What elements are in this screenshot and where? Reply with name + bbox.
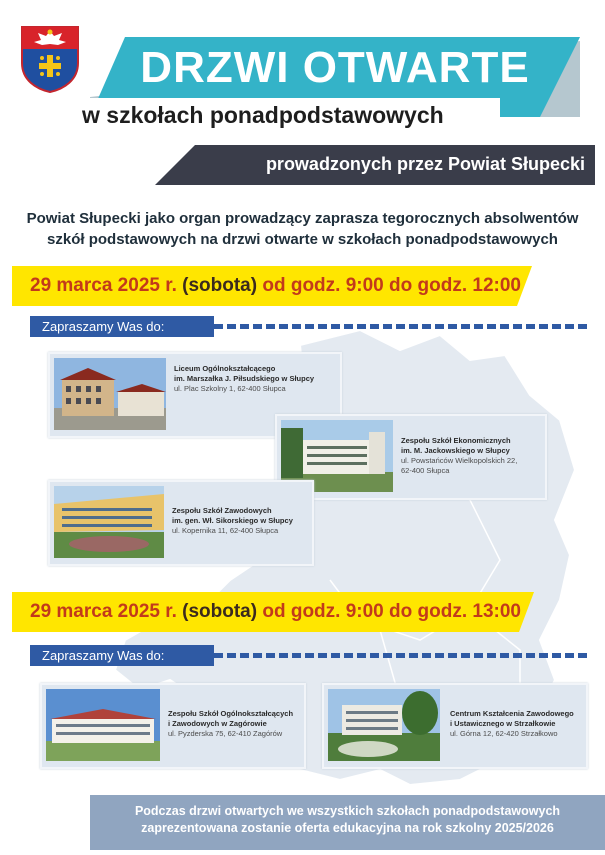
- school-address: ul. Kopernika 11, 62-400 Słupca: [172, 526, 279, 535]
- school-photo: [54, 358, 166, 430]
- main-title: DRZWI OTWARTE: [140, 43, 530, 92]
- school-address: ul. Plac Szkolny 1, 62-400 Słupca: [174, 384, 286, 393]
- session-1-day: (sobota): [182, 275, 258, 296]
- session-2-date-value: 29 marca 2025 r.: [30, 601, 177, 622]
- school-address: ul. Górna 12, 62-420 Strzałkowo: [450, 729, 558, 738]
- school-card-zagorow: [40, 683, 306, 769]
- footer-line-2: zaprezentowana zostanie oferta edukacyjna na rok szkolny 2025/2026: [141, 821, 554, 835]
- school-name-line-2: i Zawodowych w Zagórowie: [168, 719, 267, 728]
- session-2-hours: od godz. 9:00 do godz. 13:00: [262, 601, 521, 622]
- school-name-line-2: im. Marszałka J. Piłsudskiego w Słupcy: [174, 374, 315, 383]
- intro-text: [20, 208, 585, 250]
- intro-line-1: Powiat Słupecki jako organ prowadzący zaprasza tegorocznych absolwentów: [26, 210, 579, 227]
- school-card-strzalkowo: [322, 683, 588, 769]
- school-card-zse-slupca: [275, 414, 547, 500]
- session-1-date: [30, 275, 521, 297]
- school-address: ul. Pyzderska 75, 62-410 Zagórów: [168, 729, 283, 738]
- invite-label-1: Zapraszamy Was do:: [30, 316, 214, 337]
- school-name-line-1: Liceum Ogólnokształcącego: [174, 364, 276, 373]
- school-address-line-2: 62-400 Słupca: [401, 466, 450, 475]
- session-2-day: (sobota): [182, 601, 258, 622]
- footer-line-1: Podczas drzwi otwartych we wszystkich szkołach ponadpodstawowych: [134, 804, 561, 818]
- organizer-text: prowadzonych przez Powiat Słupecki: [265, 154, 585, 174]
- school-card-zsz-slupca: [48, 480, 314, 566]
- school-photo: [46, 689, 160, 761]
- school-name-line-1: Zespołu Szkół Ekonomicznych: [401, 436, 511, 445]
- session-1-hours: od godz. 9:00 do godz. 12:00: [262, 275, 521, 296]
- dashed-divider-1: [214, 324, 589, 329]
- school-name-line-1: Zespołu Szkół Ogólnokształcących: [168, 709, 294, 718]
- school-name-line-2: im. M. Jackowskiego w Słupcy: [401, 446, 510, 455]
- coat-of-arms-logo: [20, 25, 80, 93]
- school-photo: [328, 689, 440, 761]
- school-name-line-2: im. gen. Wł. Sikorskiego w Słupcy: [172, 516, 293, 525]
- session-1-date-value: 29 marca 2025 r.: [30, 275, 177, 296]
- school-name-line-2: i Ustawicznego w Strzałkowie: [450, 719, 556, 728]
- school-name-line-1: Centrum Kształcenia Zawodowego: [450, 709, 574, 718]
- intro-line-2: szkół podstawowych na drzwi otwarte w szkołach ponadpodstawowych: [47, 231, 558, 248]
- dashed-divider-2: [214, 653, 589, 658]
- school-name-line-1: Zespołu Szkół Zawodowych: [172, 506, 272, 515]
- invite-label-2: Zapraszamy Was do:: [30, 645, 214, 666]
- school-address: ul. Powstańców Wielkopolskich 22,: [401, 456, 518, 465]
- subtitle: w szkołach ponadpodstawowych: [82, 102, 444, 128]
- footer-text: [90, 803, 605, 837]
- school-photo: [54, 486, 164, 558]
- session-2-date: [30, 601, 521, 623]
